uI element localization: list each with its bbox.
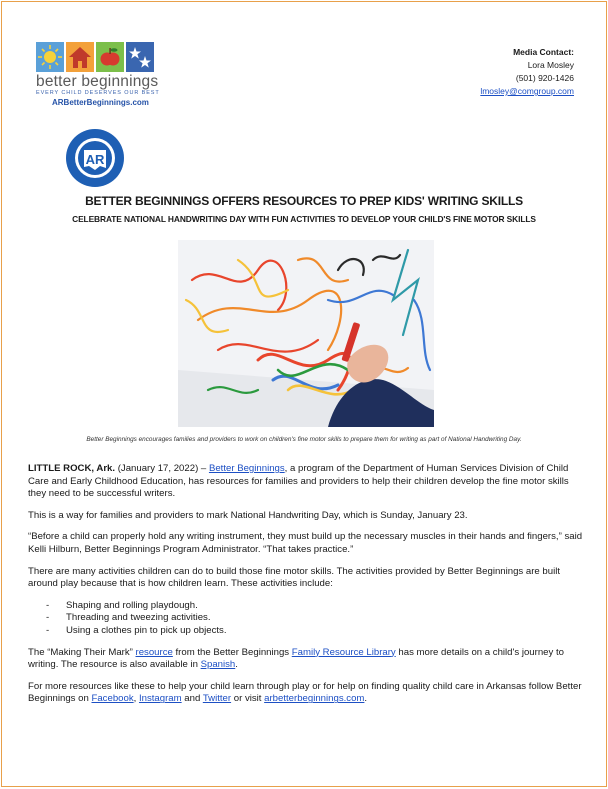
- family-resource-library-link[interactable]: Family Resource Library: [291, 646, 396, 658]
- resource-link[interactable]: resource: [135, 646, 173, 658]
- arkansas-dhs-seal-icon: [65, 128, 125, 188]
- paragraph-6: [28, 681, 584, 706]
- apple-block-icon: [96, 42, 124, 72]
- headline: BETTER BEGINNINGS OFFERS RESOURCES TO PREP KIDS' WRITING SKILLS: [85, 194, 523, 208]
- media-contact: [480, 46, 574, 98]
- list-item: - Threading and tweezing activities.: [28, 612, 584, 625]
- paragraph-5: [28, 647, 584, 672]
- seal-text: AR: [85, 152, 105, 167]
- paragraph-6-text-c: and: [181, 693, 203, 705]
- paragraph-4: There are many activities children can do to build those fine motor skills. The activities provided by Better Beginnings are built around play because that is how children learn. These activities include:: [28, 565, 561, 590]
- paragraph-5-text-b: from the Better Beginnings: [172, 646, 292, 658]
- logo-url[interactable]: ARBetterBeginnings.com: [52, 98, 149, 107]
- list-item: - Shaping and rolling playdough.: [28, 600, 584, 613]
- paragraph-5-text-c: has more details on a child's journey to writing. The resource is also available in: [28, 646, 564, 671]
- facebook-link[interactable]: Facebook: [91, 693, 134, 705]
- paragraph-6-text-a: For more resources like these to help your child learn through play or for help on finding quality child care in Arkansas follow Better Beginnings on: [28, 680, 582, 705]
- paragraph-2: This is a way for families and providers to mark National Handwriting Day, which is Sunday, January 23.: [28, 509, 468, 521]
- dateline: LITTLE ROCK, Ark.: [28, 463, 116, 474]
- paragraph-1-text: , a program of the Department of Human Services Division of Child Care and Early Childhood Education, has resources for families and providers to help their children develop the fine motor skills they need to be successful writers.: [28, 463, 569, 500]
- article-body: [28, 463, 584, 715]
- subheadline: CELEBRATE NATIONAL HANDWRITING DAY WITH FUN ACTIVITIES TO DEVELOP YOUR CHILD'S FINE MOTOR SKILLS: [72, 214, 536, 224]
- list-item: - Using a clothes pin to pick up objects.: [28, 625, 584, 638]
- dateline-date: (January 17, 2022) –: [115, 463, 209, 474]
- paragraph-1: [28, 463, 584, 501]
- paragraph-5-text-d: .: [235, 659, 238, 671]
- paragraph-6-text-e: .: [364, 693, 368, 705]
- logo-name: better beginnings: [36, 73, 159, 90]
- media-contact-name: Lora Mosley: [527, 60, 574, 70]
- media-contact-title: Media Contact:: [513, 47, 574, 57]
- twitter-link[interactable]: Twitter: [202, 693, 232, 705]
- sun-block-icon: [36, 42, 64, 72]
- better-beginnings-logo[interactable]: [36, 42, 166, 107]
- paragraph-5-text-a: The “Making Their Mark”: [28, 646, 136, 658]
- logo-tagline: EVERY CHILD DESERVES OUR BEST: [36, 90, 160, 96]
- instagram-link[interactable]: Instagram: [138, 693, 182, 705]
- activities-list: [28, 600, 584, 638]
- media-contact-email[interactable]: lmosley@comgroup.com: [480, 86, 574, 96]
- photo-caption: Better Beginnings encourages families and providers to work on children's fine motor skills to prepare them for writing as part of National Handwriting Day.: [86, 436, 522, 443]
- house-block-icon: [66, 42, 94, 72]
- better-beginnings-link[interactable]: Better Beginnings: [208, 463, 285, 474]
- stars-block-icon: [126, 42, 154, 72]
- website-link[interactable]: arbetterbeginnings.com: [264, 693, 365, 705]
- paragraph-3: “Before a child can properly hold any writing instrument, they must build up the necessary muscles in their hands and fingers,” said Kelli Hilburn, Better Beginnings Program Administrator. “That takes practice.”: [28, 531, 583, 555]
- child-drawing-crayon-photo: [178, 240, 434, 427]
- paragraph-6-text-d: or visit: [231, 693, 265, 705]
- press-release-page: [1, 1, 607, 787]
- spanish-link[interactable]: Spanish: [200, 659, 236, 671]
- logo-blocks: [36, 42, 166, 72]
- media-contact-phone: (501) 920-1426: [515, 73, 574, 83]
- paragraph-6-text-b: ,: [133, 693, 139, 705]
